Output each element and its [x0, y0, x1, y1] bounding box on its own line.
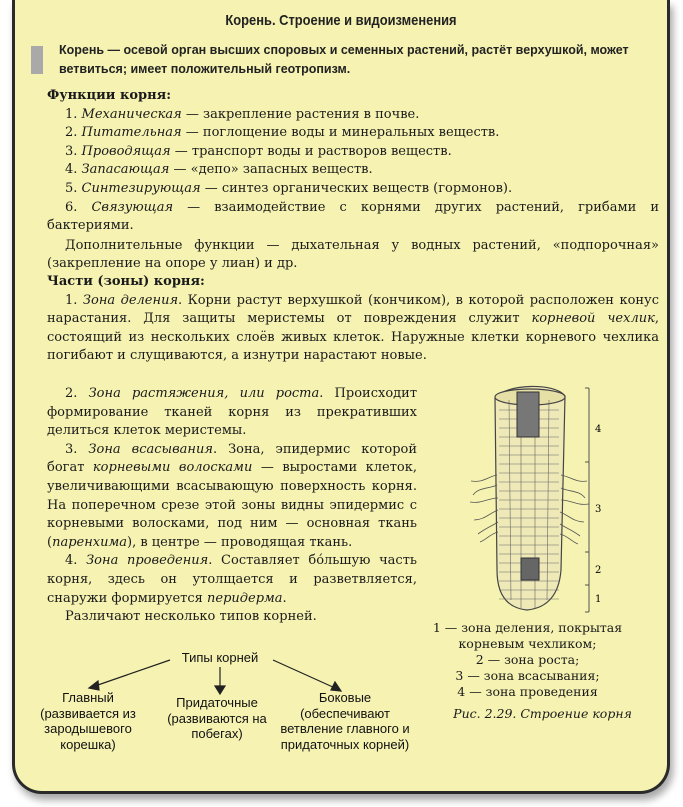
root-type-main: Главный (развивается из зародышевого корешка) [40, 690, 136, 752]
legend-zone-4: 4 — зона проведения [457, 684, 598, 699]
function-item: 2. Питательная — поглощение воды и минеральных веществ. [65, 125, 500, 141]
scale-label-1: 1 [595, 594, 602, 605]
zone-4-text: 4. Зона проведения. Составляет бо́льшую часть корня, здесь он утолщается и разветвляется, снаружи формируется перидерма. [47, 553, 417, 606]
legend-zone-2: 2 — зона роста; [475, 652, 580, 667]
root-types-arrows [15, 0, 670, 794]
scale-label-3: 3 [595, 504, 602, 515]
legend-zone-3: 3 — зона всасывания; [455, 668, 600, 683]
zone-3-text: 3. Зона всасывания. Зона, эпидермис которой богат корневыми волосками — выростами клеток, увеличивающими всасывающую поверхность корня. На поперечном срезе этой зоны видны эпидермис с корневыми волосками, под ним — основная ткань (паренхима), в центре — проводящая ткань. [47, 441, 418, 550]
function-item: 6. Связующая — взаимодействие с корнями других растений, грибами и бактериями. [47, 199, 659, 234]
function-item: 5. Синтезирующая — синтез органических веществ (гормонов). [65, 180, 513, 196]
legend-zone-1: 1 — зона деления, покрытая корневым чехликом; [432, 620, 623, 651]
page-card [12, 0, 670, 794]
function-item: 3. Проводящая — транспорт воды и растворов веществ. [65, 143, 452, 159]
root-definition: Корень — осевой орган высших споровых и семенных растений, растёт верхушкой, может ветвиться; имеет положительный геотропизм. [59, 43, 629, 76]
zone-1-text: 1. Зона деления. Корни растут верхушкой (кончиком), в которой расположен конус нарастания. Для защиты меристемы от повреждения служит корневой чехлик, состоящий из нескольких слоёв живых клеток. Наружные клетки корневого чехлика погибают и слущиваются, а изнутри нарастают новые. [47, 292, 659, 364]
figure-title: Рис. 2.29. Строение корня [453, 706, 632, 721]
function-item: 4. Запасающая — «депо» запасных веществ. [65, 162, 373, 178]
scale-label-4: 4 [595, 424, 602, 435]
root-type-lateral: Боковые (обеспечивают ветвление главного и придаточных корней) [280, 690, 410, 752]
root-types-label: Типы корней [181, 650, 259, 665]
scale-label-2: 2 [595, 565, 602, 576]
root-type-adventitious: Придаточные (развиваются на побегах) [167, 695, 267, 741]
page-title: Корень. Строение и видоизменения [225, 12, 457, 29]
zone-2-text: 2. Зона растяжения, или роста. Происходит формирование тканей корня из прекративших делиться клеток меристемы. [47, 386, 418, 439]
functions-heading: Функции корня: [47, 88, 172, 103]
root-types-intro: Различают несколько типов корней. [65, 609, 317, 625]
functions-extra: Дополнительные функции — дыхательная у водных растений, «подпорочная» (закрепление на опоре у лиан) и др. [47, 237, 659, 272]
zones-heading: Части (зоны) корня: [47, 274, 205, 289]
function-item: 1. Механическая — закрепление растения в почве. [65, 106, 420, 122]
